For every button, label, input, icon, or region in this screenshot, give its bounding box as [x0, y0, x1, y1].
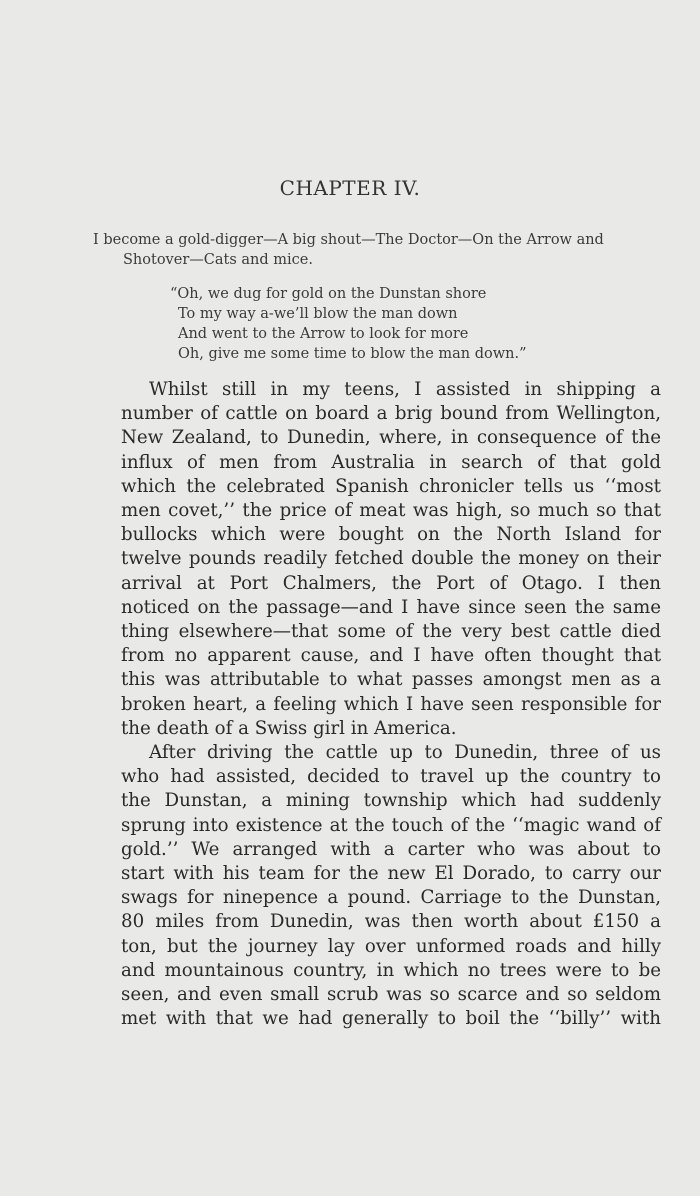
- text-line: which the celebrated Spanish chronicler tells us ‘‘most: [121, 475, 661, 497]
- text-line: who had assisted, decided to travel up the country to: [121, 766, 661, 788]
- chapter-synopsis: [93, 230, 668, 270]
- text-line: seen, and even small scrub was so scarce and so seldom: [121, 984, 661, 1006]
- text-line: New Zealand, to Dunedin, where, in consequence of the: [121, 427, 661, 449]
- epigraph-verse: [170, 284, 650, 364]
- text-line: this was attributable to what passes amongst men as a: [121, 669, 661, 691]
- text-line: 80 miles from Dunedin, was then worth about £150 a: [121, 911, 661, 933]
- verse-line: To my way a-we’ll blow the man down: [178, 306, 458, 322]
- text-line: swags for ninepence a pound. Carriage to the Dunstan,: [121, 887, 661, 909]
- text-line: men covet,’’ the price of meat was high, so much so that: [121, 500, 661, 522]
- text-line: and mountainous country, in which no trees were to be: [121, 959, 661, 981]
- text-line: ton, but the journey lay over unformed roads and hilly: [121, 935, 661, 957]
- synopsis-line: Shotover—Cats and mice.: [123, 252, 313, 268]
- text-line: met with that we had generally to boil the ‘‘billy’’ with: [121, 1008, 661, 1030]
- text-line: the Dunstan, a mining township which had suddenly: [121, 790, 661, 812]
- verse-line: And went to the Arrow to look for more: [178, 326, 469, 342]
- text-line: gold.’’ We arranged with a carter who was about to: [121, 838, 661, 860]
- text-line: After driving the cattle up to Dunedin, three of us: [149, 742, 661, 764]
- text-line: start with his team for the new El Dorado, to carry our: [121, 863, 661, 885]
- verse-line: “Oh, we dug for gold on the Dunstan shore: [170, 286, 487, 302]
- text-line: arrival at Port Chalmers, the Port of Otago. I then: [121, 572, 661, 594]
- text-line: bullocks which were bought on the North Island for: [121, 524, 661, 546]
- synopsis-line: I become a gold-digger—A big shout—The Doctor—On the Arrow and: [93, 232, 604, 248]
- text-line: twelve pounds readily fetched double the money on their: [121, 548, 661, 570]
- body-text: [121, 378, 661, 1031]
- verse-line: Oh, give me some time to blow the man down.”: [178, 346, 527, 362]
- text-line: noticed on the passage—and I have since seen the same: [121, 596, 661, 618]
- text-line: sprung into existence at the touch of the ‘‘magic wand of: [121, 814, 661, 836]
- text-line: the death of a Swiss girl in America.: [121, 717, 457, 739]
- text-line: broken heart, a feeling which I have seen responsible for: [121, 693, 661, 715]
- text-line: number of cattle on board a brig bound from Wellington,: [121, 403, 661, 425]
- text-line: influx of men from Australia in search of that gold: [121, 451, 661, 473]
- text-line: from no apparent cause, and I have often thought that: [121, 645, 661, 667]
- text-line: thing elsewhere—that some of the very best cattle died: [121, 621, 661, 643]
- text-line: Whilst still in my teens, I assisted in shipping a: [149, 379, 661, 400]
- chapter-title: CHAPTER IV.: [279, 176, 421, 200]
